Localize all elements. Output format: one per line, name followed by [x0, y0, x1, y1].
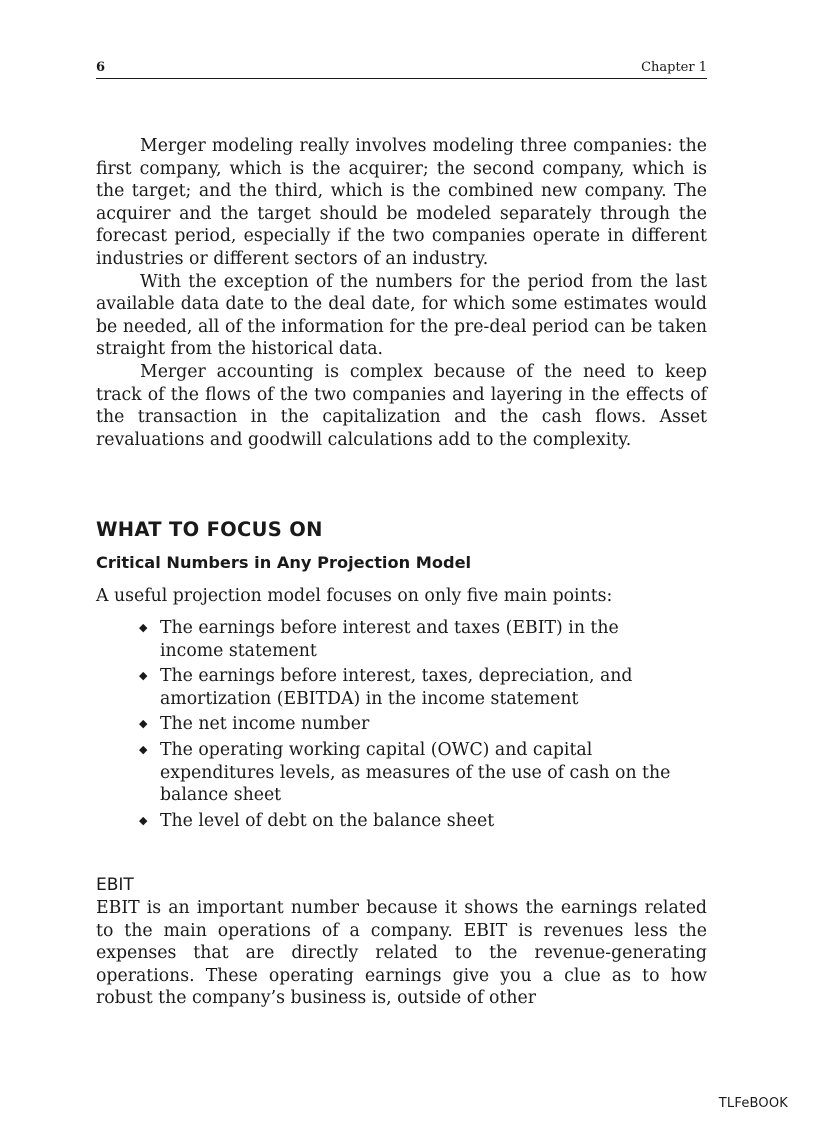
- ebit-body: [96, 897, 707, 1010]
- footer-watermark: TLFeBOOK: [718, 1096, 788, 1111]
- paragraph: EBIT is an important number because it shows the earnings related to the main operations of a company. EBIT is revenues less the expenses that are directly related to the revenue-generating operations. These operating earnings give you a clue as to how robust the company’s business is, outside of other: [96, 898, 707, 1009]
- diamond-bullet-icon: ◆: [139, 669, 148, 683]
- list-item-text: The net income number: [160, 714, 370, 735]
- list-item-text: The earnings before interest, taxes, depreciation, and amortization (EBITDA) in the income statement: [160, 666, 633, 709]
- header-rule: [96, 78, 707, 79]
- diamond-bullet-icon: ◆: [139, 813, 148, 827]
- list-item: [138, 739, 678, 807]
- paragraph: Merger accounting is complex because of the need to keep track of the flows of the two companies and layering in the effects of the transaction in the capitalization and the cash flows. Asset revaluations and goodwill calculations add to the complexity.: [96, 361, 707, 450]
- list-item: [138, 713, 678, 736]
- diamond-bullet-icon: ◆: [139, 621, 148, 634]
- diamond-bullet-icon: ◆: [139, 717, 148, 731]
- list-item: [138, 810, 678, 833]
- paragraph: With the exception of the numbers for the period from the last available data date to the deal date, for which some estimates would be needed, all of the information for the pre-deal period can be taken straight from the historical data.: [96, 271, 707, 360]
- bullet-list: [138, 617, 678, 835]
- body-text: [96, 135, 707, 451]
- ebit-heading: EBIT: [96, 875, 134, 895]
- sub-heading: Critical Numbers in Any Projection Model: [96, 553, 472, 572]
- paragraph: Merger modeling really involves modeling three companies: the first company, which is the acquirer; the second company, which is the target; and the third, which is the combined new company. The acquirer and the target should be modeled separately through the forecast period, especially if the two companies operate in different industries or different sectors of an industry.: [96, 136, 707, 269]
- list-item: [138, 617, 678, 662]
- section-heading: WHAT TO FOCUS ON: [96, 518, 323, 541]
- list-item-text: The earnings before interest and taxes (EBIT) in the income statement: [160, 618, 619, 661]
- list-item-text: The level of debt on the balance sheet: [160, 810, 495, 831]
- list-item-text: The operating working capital (OWC) and capital expenditures levels, as measures of the use of cash on the balance sheet: [160, 739, 671, 806]
- page-number: 6: [96, 60, 106, 75]
- diamond-bullet-icon: ◆: [139, 742, 148, 756]
- running-header-chapter: Chapter 1: [641, 60, 707, 75]
- intro-sentence: A useful projection model focuses on only five main points:: [96, 586, 613, 606]
- list-item: [138, 665, 678, 710]
